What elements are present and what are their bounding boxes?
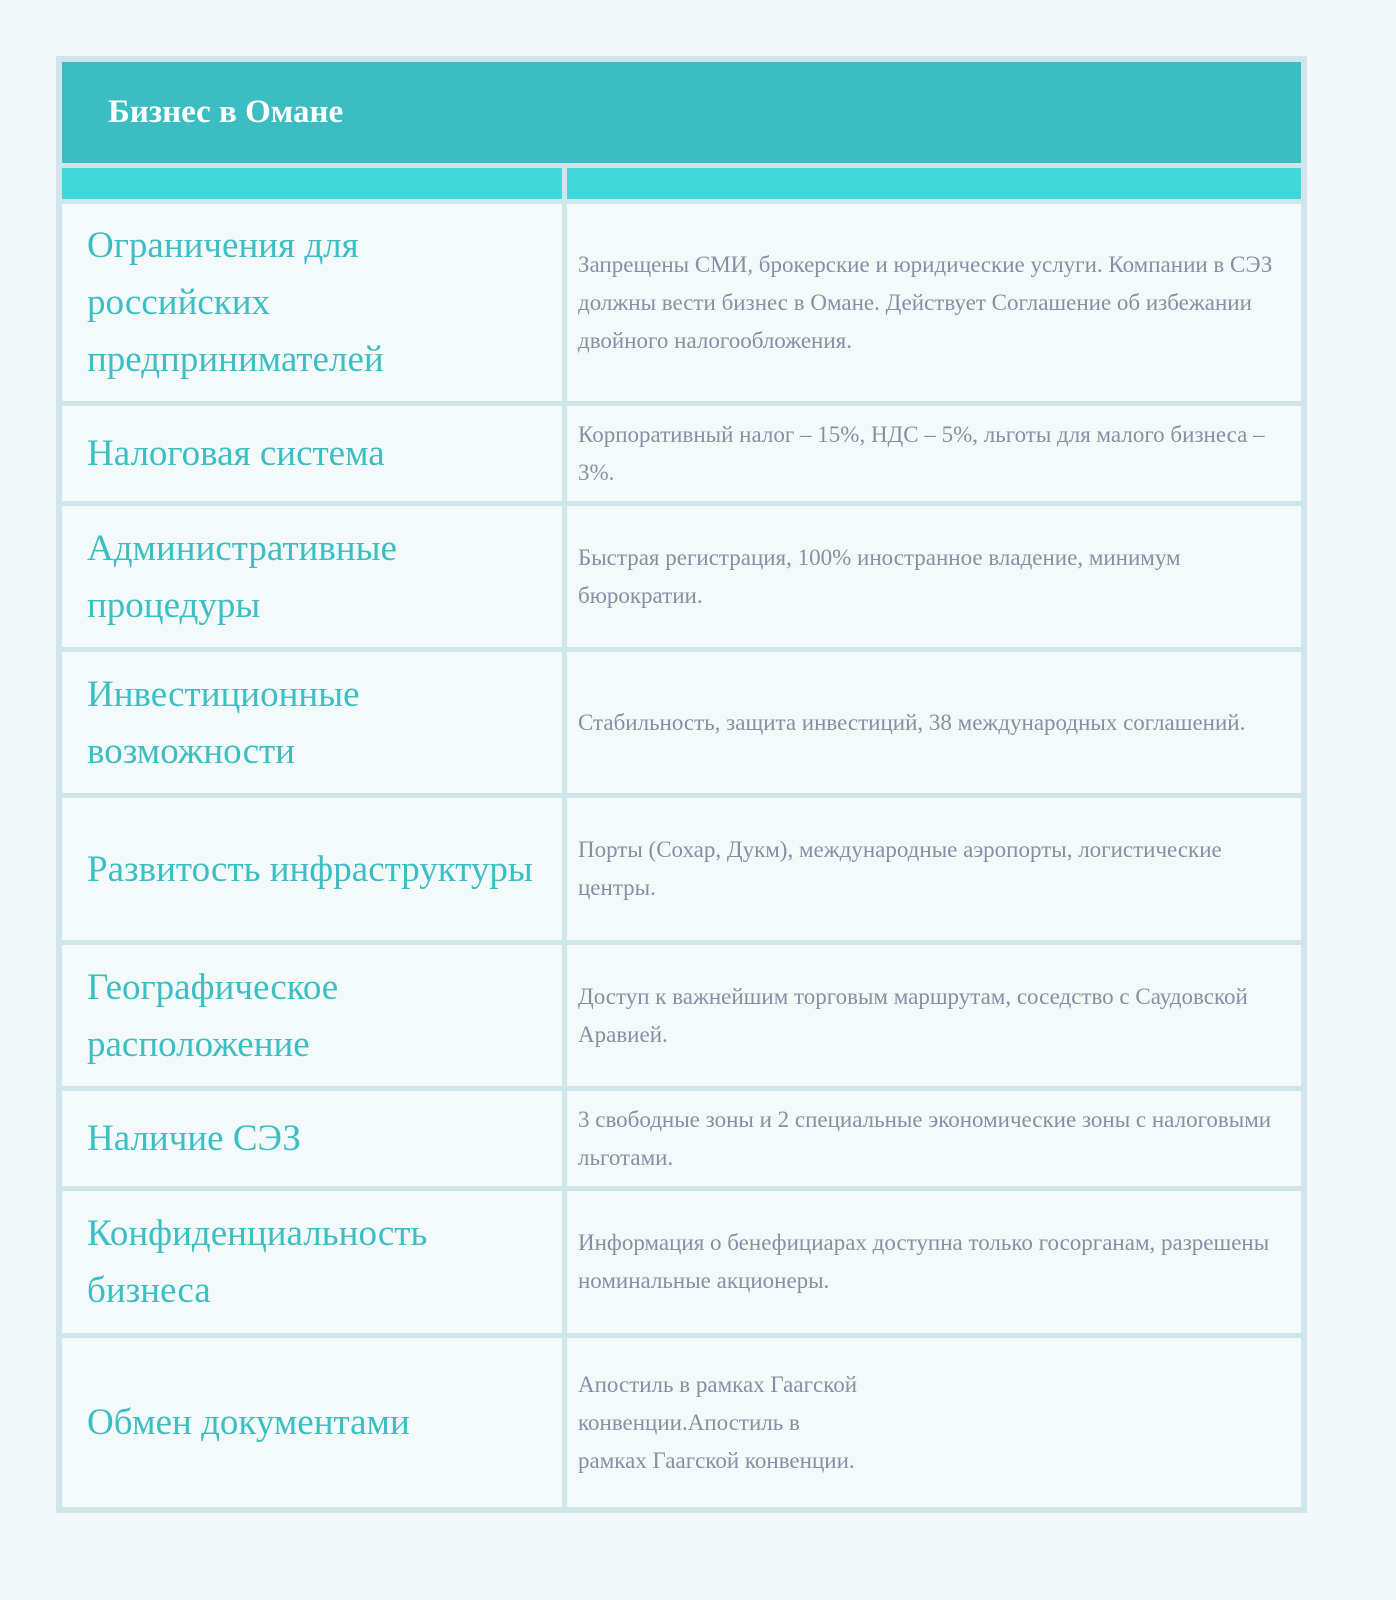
row-label-cell: [62, 652, 562, 793]
row-text-cell: [567, 798, 1301, 940]
table-row: [62, 652, 1301, 793]
row-label: Развитость инфраструктуры: [87, 848, 533, 890]
row-label-cell: [62, 1091, 562, 1186]
row-text-cell: [567, 1191, 1301, 1333]
row-label-cell: [62, 204, 562, 401]
table-row: [62, 506, 1301, 647]
row-text: Доступ к важнейшим торговым маршрутам, соседство с Саудовской Аравией.: [578, 983, 1248, 1047]
row-text: Стабильность, защита инвестиций, 38 международных соглашений.: [578, 709, 1246, 735]
row-text: Быстрая регистрация, 100% иностранное владение, минимум бюрократии.: [578, 544, 1181, 608]
row-label: Обмен документами: [87, 1402, 410, 1443]
table-row: [62, 1091, 1301, 1186]
subheader-cell-right: [567, 168, 1301, 199]
row-text-cell: [567, 506, 1301, 647]
row-text-cell: [567, 945, 1301, 1086]
row-label-cell: [62, 506, 562, 647]
row-text: 3 свободные зоны и 2 специальные экономические зоны с налоговыми льготами.: [578, 1106, 1272, 1170]
table-subheader-row: [62, 168, 1301, 199]
row-label: Административные процедуры: [87, 527, 397, 626]
oman-business-table: [56, 56, 1307, 1513]
table-row: [62, 204, 1301, 401]
row-text: Запрещены СМИ, брокерские и юридические услуги. Компании в СЭЗ должны вести бизнес в Омане. Действует Соглашение об избежании двойного налогообложения.: [578, 251, 1273, 353]
row-text-cell: [567, 1338, 1301, 1507]
row-label: Налоговая система: [87, 433, 385, 474]
row-label: Ограничения для российских предпринимателей: [87, 225, 384, 380]
row-text-cell: [567, 406, 1301, 501]
row-label-cell: [62, 1191, 562, 1333]
row-text: Порты (Сохар, Дукм), международные аэропорты, логистические центры.: [578, 837, 1222, 900]
table-row: [62, 945, 1301, 1086]
row-label: Инвестиционные возможности: [87, 673, 360, 772]
row-label-cell: [62, 1338, 562, 1507]
table-title: Бизнес в Омане: [108, 94, 344, 130]
table-row: [62, 1338, 1301, 1507]
row-label: Наличие СЭЗ: [87, 1118, 301, 1159]
table-title-row: [62, 62, 1301, 163]
table-row: [62, 798, 1301, 940]
row-text: Информация о бенефициарах доступна только госорганам, разрешены номинальные акционеры.: [578, 1230, 1270, 1293]
row-label-cell: [62, 945, 562, 1086]
subheader-cell-left: [62, 168, 562, 199]
row-text-cell: [567, 1091, 1301, 1186]
row-text-cell: [567, 204, 1301, 401]
row-text-cell: [567, 652, 1301, 793]
row-label-cell: [62, 406, 562, 501]
row-label: Конфиденциальность бизнеса: [87, 1213, 428, 1311]
table-row: [62, 1191, 1301, 1333]
row-text: Корпоративный налог – 15%, НДС – 5%, льготы для малого бизнеса – 3%.: [578, 421, 1265, 485]
table-row: [62, 406, 1301, 501]
row-text: Апостиль в рамках Гаагской конвенции.Апостиль в рамках Гаагской конвенции.: [578, 1371, 858, 1473]
row-label: Географическое расположение: [87, 966, 339, 1065]
row-label-cell: [62, 798, 562, 940]
